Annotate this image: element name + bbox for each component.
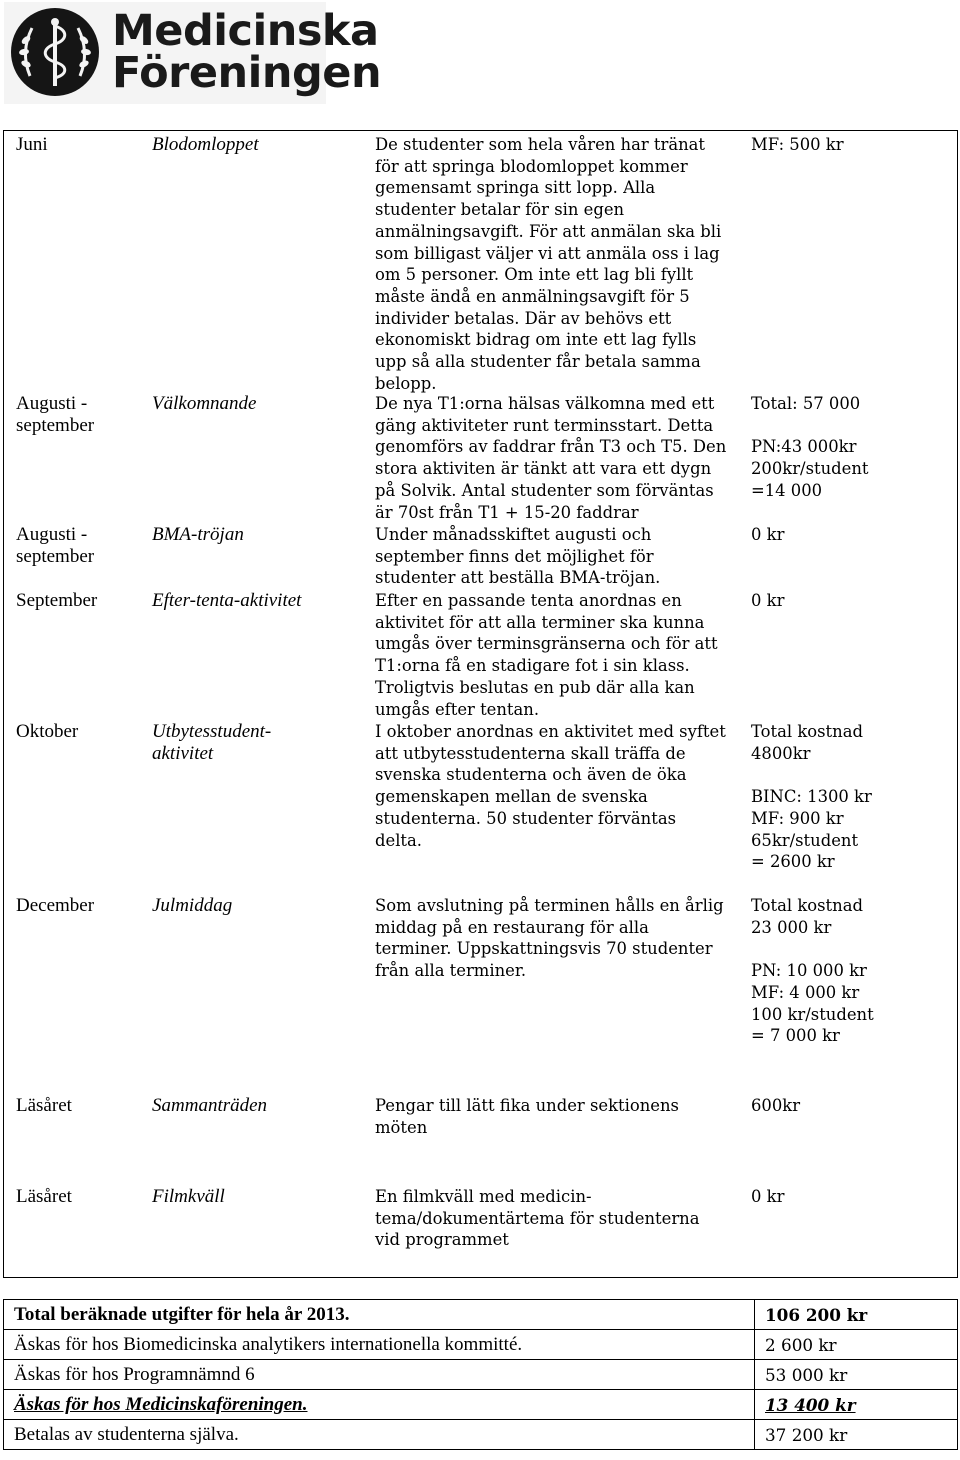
description-line: stora aktiviten är tänkt att vara ett dygn <box>375 459 712 479</box>
cost-line: Total kostnad <box>751 722 863 741</box>
description-line: på Solvik. Antal studenter som förväntas <box>375 480 714 500</box>
month-line: Oktober <box>16 721 79 742</box>
month-cell <box>16 393 136 436</box>
cost-line: MF: 4 000 kr <box>751 982 860 1002</box>
caduceus-laurel-icon <box>10 6 100 98</box>
event-cell <box>152 721 362 764</box>
cost-line: = 2600 kr <box>751 852 835 872</box>
month-cell <box>16 895 136 917</box>
event-line: BMA-tröjan <box>152 524 244 545</box>
month-cell <box>16 1186 136 1208</box>
description-line: om 5 personer. Om inte ett lag bli fyllt <box>375 265 694 285</box>
cost-line: 200kr/student <box>751 459 869 479</box>
description-line: belopp. <box>375 373 437 393</box>
description-line: T1:orna få en stadigare fot i sin klass. <box>375 656 690 676</box>
description-line: studenterna. 50 studenter förväntas <box>375 808 677 828</box>
description-line: Troligtvis beslutas en pub där alla kan <box>375 677 695 697</box>
description-cell <box>375 524 735 589</box>
description-line: Under månadsskiftet augusti och <box>375 525 652 544</box>
cost-line: 4800kr <box>751 743 811 763</box>
event-cell <box>152 524 362 546</box>
cost-line: 0 kr <box>751 591 785 610</box>
event-line: Efter-tenta-aktivitet <box>152 590 302 611</box>
month-cell <box>16 1095 136 1117</box>
description-line: för att springa blodomloppet kommer <box>375 156 688 176</box>
logo-line-1: Medicinska <box>112 6 379 56</box>
description-line: möten <box>375 1117 428 1137</box>
summary-label: Total beräknade utgifter för hela år 2013. <box>4 1300 755 1330</box>
cost-line: 0 kr <box>751 525 785 544</box>
cost-line: PN:43 000kr <box>751 437 857 457</box>
summary-label: Äskas för hos Programnämnd 6 <box>4 1360 755 1390</box>
month-cell <box>16 590 136 612</box>
summary-label: Äskas för hos Biomedicinska analytikers internationella kommitté. <box>4 1330 755 1360</box>
month-line: Läsåret <box>16 1186 72 1207</box>
event-cell <box>152 895 362 917</box>
description-cell <box>375 721 735 851</box>
month-line: December <box>16 895 95 916</box>
cost-cell <box>751 134 951 156</box>
event-cell <box>152 590 362 612</box>
description-line: individer betalas. Där av behövs ett <box>375 308 672 328</box>
description-cell <box>375 134 735 394</box>
summary-value: 37 200 kr <box>755 1420 958 1450</box>
description-line: umgås över terminsgränserna och för att <box>375 634 718 654</box>
month-line: Augusti - <box>16 524 88 545</box>
description-line: De nya T1:orna hälsas välkomna med ett <box>375 394 715 413</box>
summary-row <box>4 1390 958 1420</box>
event-line: aktivitet <box>152 742 214 764</box>
description-line: Pengar till lätt fika under sektionens <box>375 1096 679 1115</box>
description-line: delta. <box>375 830 423 850</box>
cost-cell <box>751 393 951 502</box>
description-line: De studenter som hela våren har tränat <box>375 135 706 154</box>
logo-wordmark <box>112 6 382 98</box>
summary-label: Betalas av studenterna själva. <box>4 1420 755 1450</box>
cost-line: PN: 10 000 kr <box>751 961 867 981</box>
cost-line: = 7 000 kr <box>751 1026 840 1046</box>
description-line: gäng aktiviteter runt terminsstart. Detta <box>375 415 714 435</box>
cost-line: MF: 500 kr <box>751 135 844 154</box>
description-line: Efter en passande tenta anordnas en <box>375 591 682 610</box>
cost-line: BINC: 1300 kr <box>751 787 872 807</box>
description-line: genomförs av faddrar från T3 och T5. Den <box>375 437 727 457</box>
description-line: anmälningsavgift. För att anmälan ska bli <box>375 221 722 241</box>
summary-value: 106 200 kr <box>755 1300 958 1330</box>
description-line: aktivitet för att alla terminer ska kunna <box>375 612 705 632</box>
summary-value: 2 600 kr <box>755 1330 958 1360</box>
description-line: umgås efter tentan. <box>375 699 540 719</box>
cost-line <box>751 938 951 960</box>
description-line: I oktober anordnas en aktivitet med syftet <box>375 722 726 741</box>
description-line: upp så alla studenter får betala samma <box>375 352 701 372</box>
event-cell <box>152 134 362 156</box>
summary-value: 53 000 kr <box>755 1360 958 1390</box>
description-cell <box>375 1095 735 1138</box>
cost-line: 0 kr <box>751 1187 785 1206</box>
description-line: studenter att beställa BMA-tröjan. <box>375 568 661 588</box>
cost-line: MF: 900 kr <box>751 808 844 828</box>
description-line: september finns det möjlighet för <box>375 546 654 566</box>
description-cell <box>375 393 735 523</box>
summary-label: Äskas för hos Medicinskaföreningen. <box>4 1390 755 1420</box>
summary-row <box>4 1330 958 1360</box>
activity-budget-table <box>3 130 958 1278</box>
cost-line: Total kostnad <box>751 896 863 915</box>
event-cell <box>152 1186 362 1208</box>
description-line: att utbytesstudenterna skall träffa de <box>375 743 686 763</box>
description-line: som billigast väljer vi att anmäla oss i lag <box>375 243 720 263</box>
cost-line <box>751 415 951 437</box>
cost-line: 600kr <box>751 1096 801 1115</box>
description-line: gemenskapen mellan de svenska <box>375 787 648 807</box>
cost-line: 23 000 kr <box>751 917 832 937</box>
description-line: är 70st från T1 + 15-20 faddrar <box>375 502 639 522</box>
cost-line: 100 kr/student <box>751 1004 874 1024</box>
month-line: september <box>16 414 95 436</box>
event-line: Sammanträden <box>152 1095 268 1116</box>
month-line: september <box>16 545 95 567</box>
description-line: tema/dokumentärtema för studenterna <box>375 1208 700 1228</box>
description-line: Som avslutning på terminen hålls en årlig <box>375 896 724 915</box>
event-cell <box>152 393 362 415</box>
description-line: från alla terminer. <box>375 961 527 981</box>
cost-cell <box>751 1186 951 1208</box>
description-cell <box>375 590 735 720</box>
event-cell <box>152 1095 362 1117</box>
summary-row <box>4 1300 958 1330</box>
description-line: måste ändå en anmälningsavgift för 5 <box>375 286 690 306</box>
description-line: terminer. Uppskattningsvis 70 studenter <box>375 939 713 959</box>
month-cell <box>16 134 136 156</box>
medicinska-foreningen-logo <box>4 2 382 104</box>
cost-cell <box>751 895 951 1047</box>
event-line: Välkomnande <box>152 393 257 414</box>
cost-line: 65kr/student <box>751 830 859 850</box>
month-line: September <box>16 590 98 611</box>
cost-cell <box>751 1095 951 1117</box>
event-line: Blodomloppet <box>152 134 259 155</box>
description-line: vid programmet <box>375 1230 509 1250</box>
summary-row <box>4 1420 958 1450</box>
event-line: Filmkväll <box>152 1186 225 1207</box>
cost-line: Total: 57 000 <box>751 394 861 413</box>
month-cell <box>16 721 136 743</box>
description-line: middag på en restaurang för alla <box>375 917 649 937</box>
cost-cell <box>751 721 951 873</box>
month-line: Augusti - <box>16 393 88 414</box>
month-line: Juni <box>16 134 48 155</box>
month-cell <box>16 524 136 567</box>
description-line: En filmkväll med medicin- <box>375 1187 592 1206</box>
summary-table <box>3 1299 958 1450</box>
cost-cell <box>751 524 951 546</box>
summary-row <box>4 1360 958 1390</box>
summary-value: 13 400 kr <box>755 1390 958 1420</box>
cost-cell <box>751 590 951 612</box>
month-line: Läsåret <box>16 1095 72 1116</box>
description-cell <box>375 895 735 982</box>
description-line: svenska studenterna och även de öka <box>375 765 687 785</box>
logo-line-2: Föreningen <box>112 48 382 98</box>
event-line: Utbytesstudent- <box>152 721 272 742</box>
event-line: Julmiddag <box>152 895 233 916</box>
cost-line: =14 000 <box>751 480 823 500</box>
description-line: gemensamt springa sitt lopp. Alla <box>375 178 656 198</box>
description-line: ekonomiskt bidrag om inte ett lag fylls <box>375 330 697 350</box>
description-cell <box>375 1186 735 1251</box>
cost-line <box>751 764 951 786</box>
description-line: studenter betalar för sin egen <box>375 200 625 220</box>
